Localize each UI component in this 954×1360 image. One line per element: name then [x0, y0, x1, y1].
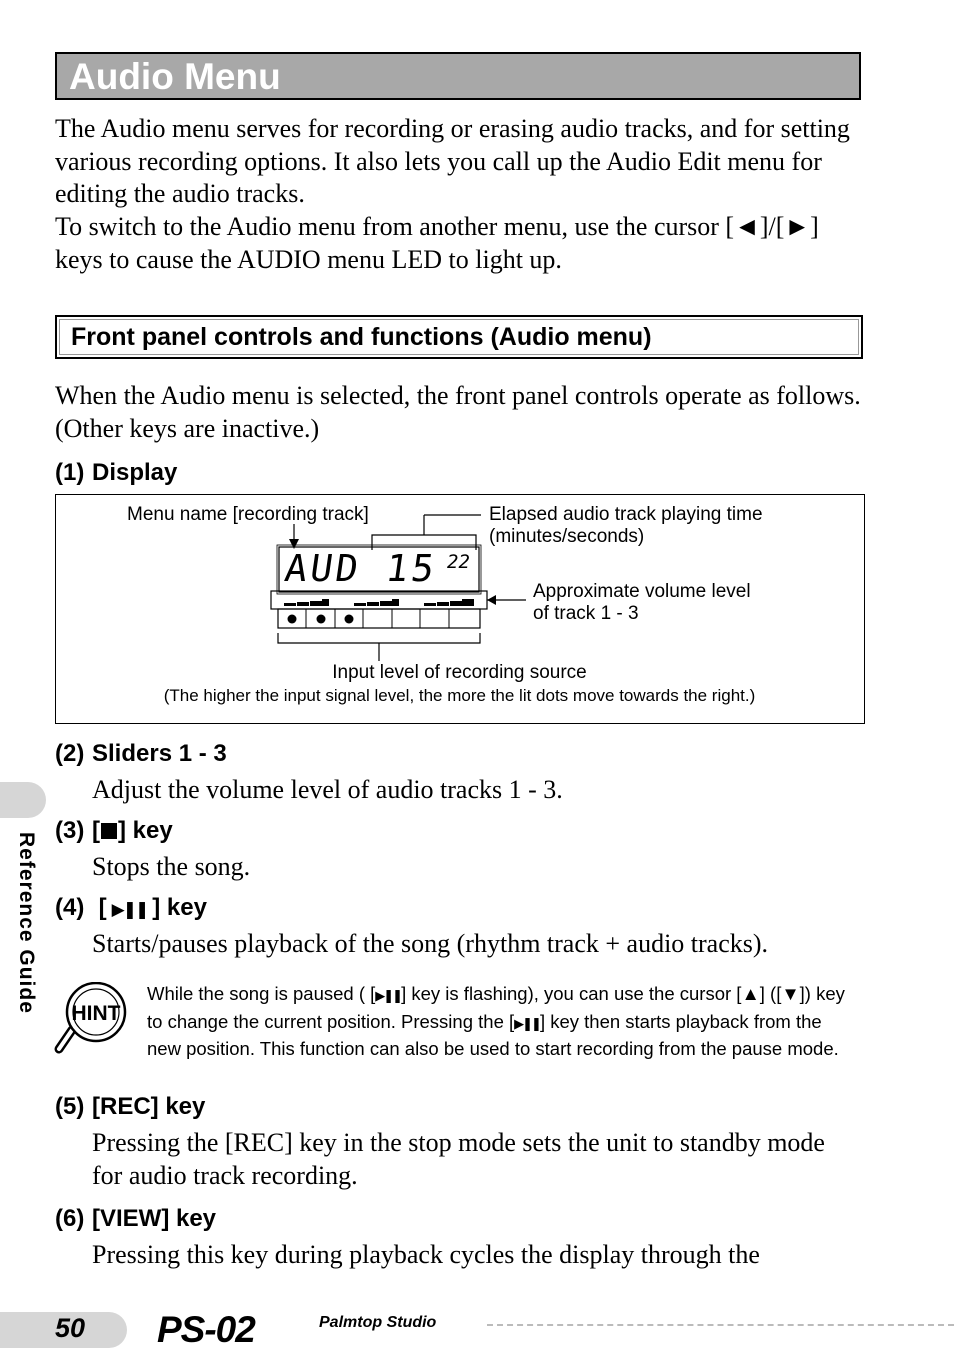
display-diagram [55, 494, 865, 724]
product-logo [155, 1310, 315, 1350]
lcd-main-text: AUD 15 [282, 547, 440, 590]
page-title: Audio Menu [69, 56, 281, 97]
item-5-number: (5) [55, 1093, 85, 1120]
item-1-label: Display [92, 459, 178, 486]
item-6-heading [55, 1204, 216, 1234]
volume-level-label: Approximate volume level [533, 581, 751, 602]
intro-paragraph-1: The Audio menu serves for recording or erasing audio tracks, and for setting various recording options. It also lets you call up the Audio Edit menu for editing the audio tracks. [55, 114, 850, 209]
lcd-small-text: 22 [447, 551, 470, 573]
item-1-number: (1) [55, 459, 85, 486]
hint-icon [52, 982, 134, 1056]
elapsed-time-label: Elapsed audio track playing time [489, 504, 763, 525]
menu-name-label: Menu name [recording track] [127, 504, 369, 525]
elapsed-time-unit-label: (minutes/seconds) [489, 526, 645, 547]
item-6-label: [VIEW] key [92, 1205, 217, 1232]
footer-subtitle: Palmtop Studio [319, 1314, 437, 1331]
item-3-heading [55, 816, 173, 846]
item-5-text: Pressing the [REC] key in the stop mode sets the unit to standby mode for audio track recording. [92, 1128, 825, 1190]
item-3-label-post: ] key [118, 817, 173, 844]
play-pause-icon: ▶❚❚ [375, 989, 402, 1004]
item-1-heading [55, 458, 177, 488]
input-level-label: Input level of recording source [332, 662, 587, 683]
item-2-heading [55, 739, 227, 769]
input-level-note: (The higher the input signal level, the more the lit dots move towards the right.) [163, 686, 756, 705]
item-3-label-pre: [ [92, 817, 100, 844]
item-4-label-post: ] key [152, 894, 207, 921]
section-intro: When the Audio menu is selected, the front panel controls operate as follows. (Other keys are inactive.) [55, 381, 861, 443]
item-3-number: (3) [55, 817, 85, 844]
item-6-number: (6) [55, 1205, 85, 1232]
item-2-number: (2) [55, 740, 85, 767]
side-tab [0, 782, 46, 818]
item-5-heading [55, 1092, 205, 1122]
item-4-heading [55, 893, 207, 925]
footer-divider [487, 1324, 954, 1326]
play-pause-icon: ▶❚❚ [514, 1016, 540, 1032]
stop-icon [101, 823, 117, 839]
hint-text-part-3: ] key then starts playback from the new position. This function can also be used to start recording from the pause mode. [147, 1010, 839, 1059]
item-6-text: Pressing this key during playback cycles the display through the [92, 1240, 760, 1269]
play-pause-icon: ▶❚❚ [111, 900, 148, 920]
title-bar [55, 52, 861, 100]
page-number: 50 [55, 1313, 86, 1343]
item-4-label-pre: [ [92, 894, 107, 921]
logo-text: PS-02 [157, 1310, 255, 1350]
item-4-text: Starts/pauses playback of the song (rhythm track + audio tracks). [92, 929, 769, 958]
volume-level-track-label: of track 1 - 3 [533, 603, 639, 624]
hint-text [147, 982, 847, 1062]
section-heading: Front panel controls and functions (Audio menu) [71, 323, 652, 351]
sidebar-label: Reference Guide [15, 832, 38, 1014]
item-4-number: (4) [55, 894, 85, 921]
hint-text-part-2: ] key is flashing), you can use the cursor [▲] ([▼]) key to change the current position. Pressing the [ [147, 983, 845, 1032]
item-2-label: Sliders 1 - 3 [92, 740, 227, 767]
section-heading-box [55, 315, 863, 359]
item-3-text: Stops the song. [92, 852, 251, 881]
hint-text-part-1: While the song is paused ( [ [147, 983, 376, 1004]
item-5-label: [REC] key [92, 1093, 206, 1120]
hint-badge-text: HINT [71, 1002, 121, 1025]
item-2-text: Adjust the volume level of audio tracks 1 - 3. [92, 775, 563, 804]
intro-paragraph-2: To switch to the Audio menu from another menu, use the cursor [◄]/[►] keys to cause the AUDIO menu LED to light up. [55, 212, 819, 274]
